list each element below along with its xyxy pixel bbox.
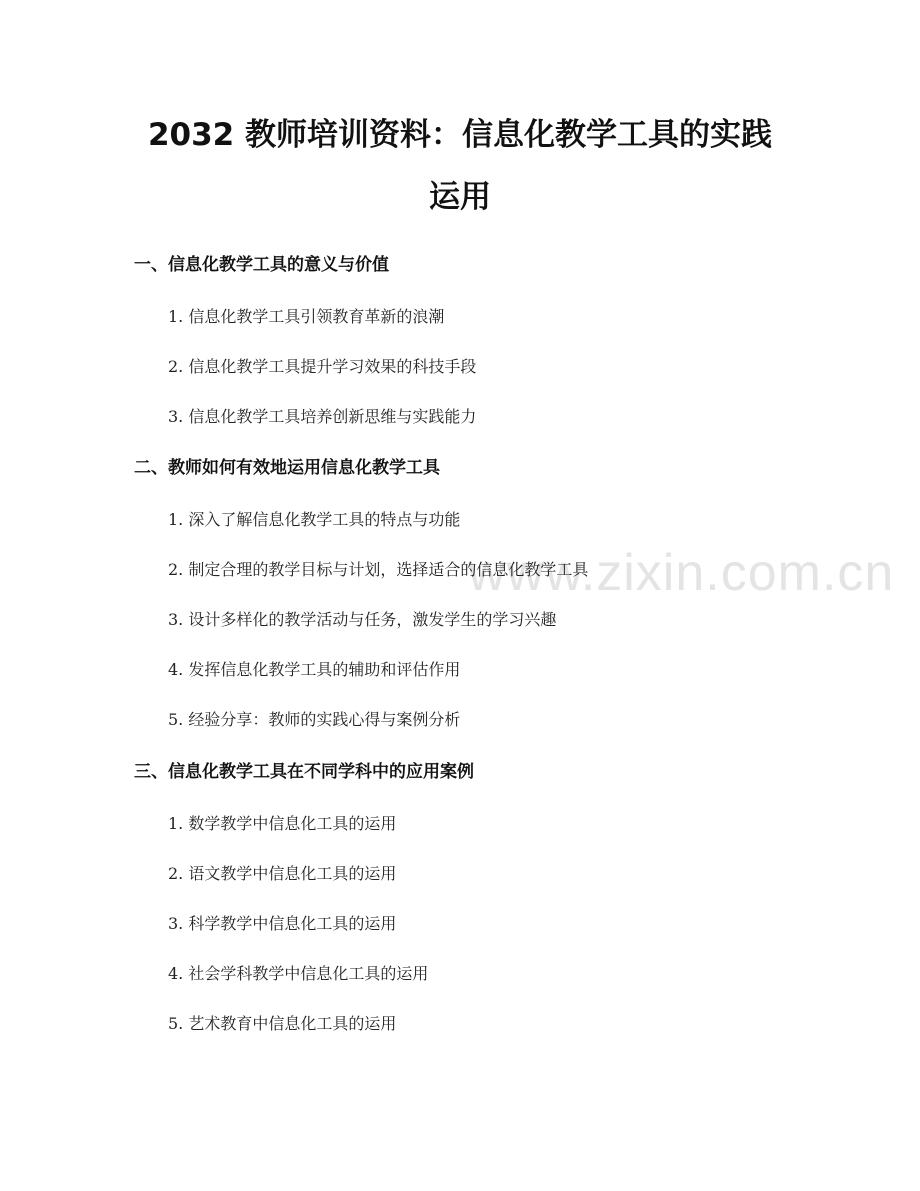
list-item: 3. 科学教学中信息化工具的运用 [168, 914, 397, 933]
list-item: 1. 数学教学中信息化工具的运用 [168, 814, 397, 833]
list-item: 5. 经验分享：教师的实践心得与案例分析 [168, 710, 461, 729]
title-line-2: 运用 [429, 179, 491, 215]
list-item: 2. 语文教学中信息化工具的运用 [168, 864, 397, 883]
watermark: www.zixin.com.cn [468, 544, 895, 602]
document-title [120, 104, 800, 228]
section-heading: 三、信息化教学工具在不同学科中的应用案例 [134, 762, 474, 782]
list-item: 3. 设计多样化的教学活动与任务，激发学生的学习兴趣 [168, 610, 557, 629]
list-item: 4. 发挥信息化教学工具的辅助和评估作用 [168, 660, 461, 679]
list-item: 1. 深入了解信息化教学工具的特点与功能 [168, 510, 461, 529]
list-item: 2. 信息化教学工具提升学习效果的科技手段 [168, 357, 477, 376]
section-heading: 二、教师如何有效地运用信息化教学工具 [134, 458, 440, 478]
list-item: 3. 信息化教学工具培养创新思维与实践能力 [168, 407, 477, 426]
list-item: 5. 艺术教育中信息化工具的运用 [168, 1014, 397, 1033]
list-item: 4. 社会学科教学中信息化工具的运用 [168, 964, 429, 983]
list-item: 1. 信息化教学工具引领教育革新的浪潮 [168, 307, 445, 326]
list-item: 2. 制定合理的教学目标与计划，选择适合的信息化教学工具 [168, 560, 589, 579]
title-line-1: 2032 教师培训资料：信息化教学工具的实践 [147, 117, 773, 153]
section-heading: 一、信息化教学工具的意义与价值 [134, 255, 389, 275]
